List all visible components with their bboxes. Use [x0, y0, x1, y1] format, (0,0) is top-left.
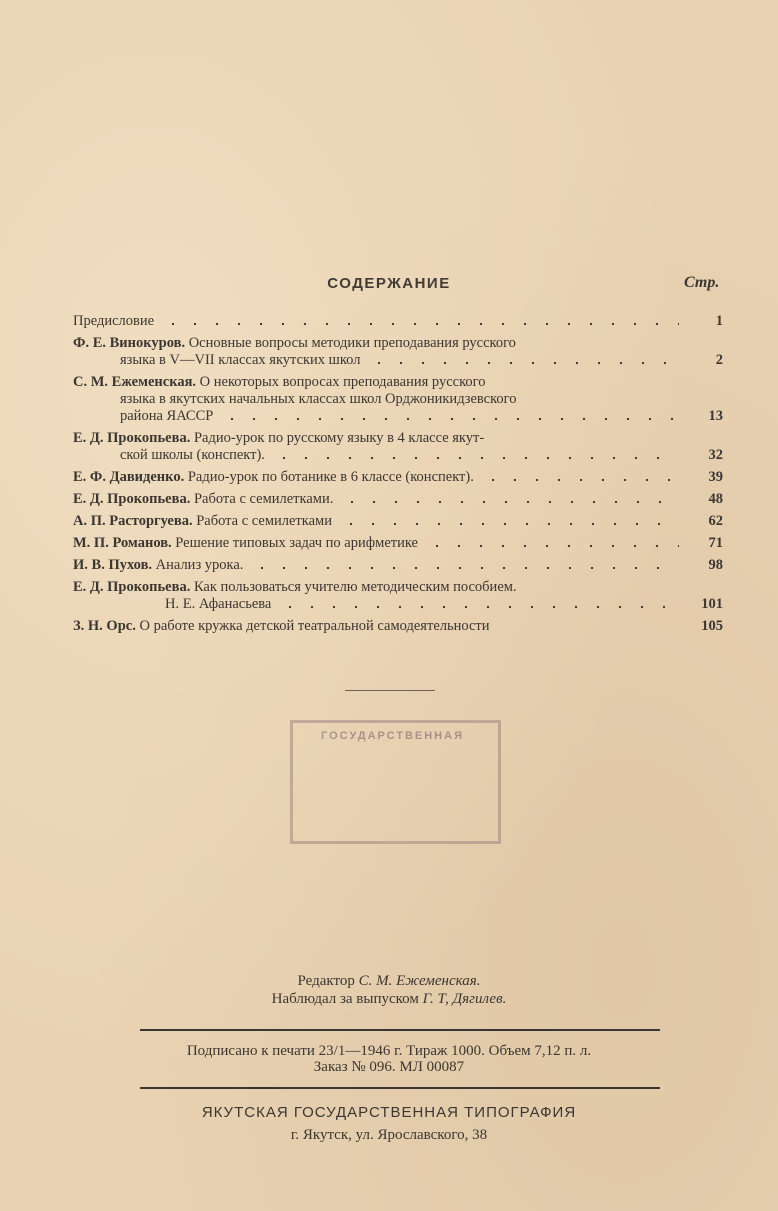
- toc-entry-line: [73, 469, 723, 486]
- editor-line: [0, 973, 778, 990]
- toc-entry: [73, 579, 723, 613]
- divider: [140, 1029, 660, 1031]
- toc-entry-line: [73, 374, 723, 391]
- toc-entry-line: [73, 335, 723, 352]
- toc-entry-line: [73, 408, 723, 425]
- dot-leader: [279, 596, 679, 609]
- toc-title-text: О некоторых вопросах преподавания русского: [199, 374, 486, 390]
- order-number: Заказ № 096. МЛ 00087: [313, 1059, 465, 1075]
- toc-entry-line: [73, 535, 723, 552]
- page-column-label: Стр.: [684, 274, 720, 291]
- dot-leader: [498, 618, 679, 631]
- toc-author: И. В. Пухов.: [73, 557, 153, 573]
- toc-title-text: Как пользоваться учителю методическим пособием.: [193, 579, 517, 595]
- dot-leader: [340, 513, 679, 526]
- toc-entry-line: [73, 491, 723, 508]
- editor-name: С. М. Ежеменская.: [358, 973, 481, 989]
- toc-entry: [73, 491, 723, 508]
- dot-leader: [426, 535, 679, 548]
- toc-entry-line: [73, 447, 723, 464]
- toc-entry-line: [73, 557, 723, 574]
- toc-page-number: 32: [708, 447, 723, 463]
- divider: [140, 1087, 660, 1089]
- toc-author: Ф. Е. Винокуров.: [73, 335, 186, 351]
- toc-title-text: Решение типовых задач по арифметике: [175, 535, 418, 551]
- toc-author: А. П. Расторгуева.: [73, 513, 193, 529]
- stamp-text: ГОСУДАРСТВЕННАЯ: [321, 730, 464, 742]
- dot-leader: [273, 447, 679, 460]
- toc-page-number: 98: [708, 557, 723, 573]
- toc-title-text: О работе кружка детской театральной самодеятельности: [139, 618, 490, 634]
- toc-entry-line: [73, 352, 723, 369]
- toc-title-text: ской школы (конспект).: [120, 447, 265, 463]
- toc-title-text: Предисловие: [73, 313, 155, 329]
- dot-leader: [221, 408, 679, 421]
- table-of-contents: [73, 313, 723, 640]
- toc-page-number: 71: [708, 535, 723, 551]
- toc-page-number: 1: [715, 313, 723, 329]
- dot-leader: [482, 469, 679, 482]
- toc-author: Е. Ф. Давиденко.: [73, 469, 185, 485]
- toc-title-text: языка в якутских начальных классах школ Орджоникидзевского: [120, 391, 517, 407]
- toc-page-number: 13: [708, 408, 723, 424]
- toc-entry-line: [73, 313, 723, 330]
- signed-for-print: Подписано к печати 23/1—1946 г. Тираж 1000. Объем 7,12 п. л.: [186, 1043, 592, 1059]
- toc-entry: [73, 335, 723, 369]
- dot-leader: [251, 557, 679, 570]
- toc-entry-line: [73, 430, 723, 447]
- toc-entry: [73, 313, 723, 330]
- toc-author: Е. Д. Прокопьева.: [73, 430, 191, 446]
- dot-leader: [368, 352, 679, 365]
- toc-author: С. М. Ежеменская.: [73, 374, 197, 390]
- toc-page-number: 48: [708, 491, 723, 507]
- printer-address: г. Якутск, ул. Ярославского, 38: [290, 1127, 488, 1143]
- toc-title-text: района ЯАССР: [120, 408, 214, 424]
- toc-entry-line: [73, 391, 723, 408]
- divider: [345, 690, 435, 691]
- toc-page-number: 105: [701, 618, 723, 634]
- toc-page-number: 62: [708, 513, 723, 529]
- toc-entry: [73, 469, 723, 486]
- toc-author: М. П. Романов.: [73, 535, 172, 551]
- toc-author: З. Н. Орс.: [73, 618, 136, 634]
- toc-title-text: Н. Е. Афанасьева: [165, 596, 272, 612]
- toc-entry: [73, 557, 723, 574]
- supervisor-label: Наблюдал за выпуском: [271, 991, 419, 1007]
- dot-leader: [162, 313, 679, 326]
- toc-entry: [73, 535, 723, 552]
- toc-entry-line: [73, 579, 723, 596]
- toc-author: Е. Д. Прокопьева.: [73, 491, 191, 507]
- supervisor-line: [0, 991, 778, 1008]
- toc-page-number: 2: [715, 352, 723, 368]
- toc-entry: [73, 618, 723, 635]
- toc-title-text: Работа с семилетками.: [193, 491, 334, 507]
- toc-entry: [73, 513, 723, 530]
- toc-entry: [73, 374, 723, 425]
- supervisor-name: Г. Т, Дягилев.: [422, 991, 507, 1007]
- toc-page-number: 39: [708, 469, 723, 485]
- toc-author: Е. Д. Прокопьева.: [73, 579, 191, 595]
- toc-entry-line: [73, 596, 723, 613]
- toc-title-text: Радио-урок по ботанике в 6 классе (конспект).: [187, 469, 474, 485]
- toc-title-text: Работа с семилетками: [196, 513, 332, 529]
- toc-title-text: Анализ урока.: [155, 557, 244, 573]
- toc-title-text: Радио-урок по русскому языку в 4 классе якут-: [193, 430, 485, 446]
- editor-label: Редактор: [297, 973, 355, 989]
- toc-entry-line: [73, 513, 723, 530]
- toc-entry-line: [73, 618, 723, 635]
- toc-heading: СОДЕРЖАНИЕ: [327, 275, 451, 292]
- toc-page-number: 101: [701, 596, 723, 612]
- dot-leader: [341, 491, 679, 504]
- printer-name: ЯКУТСКАЯ ГОСУДАРСТВЕННАЯ ТИПОГРАФИЯ: [201, 1104, 577, 1121]
- toc-title-text: языка в V—VII классах якутских школ: [120, 352, 361, 368]
- toc-title-text: Основные вопросы методики преподавания русского: [188, 335, 516, 351]
- toc-entry: [73, 430, 723, 464]
